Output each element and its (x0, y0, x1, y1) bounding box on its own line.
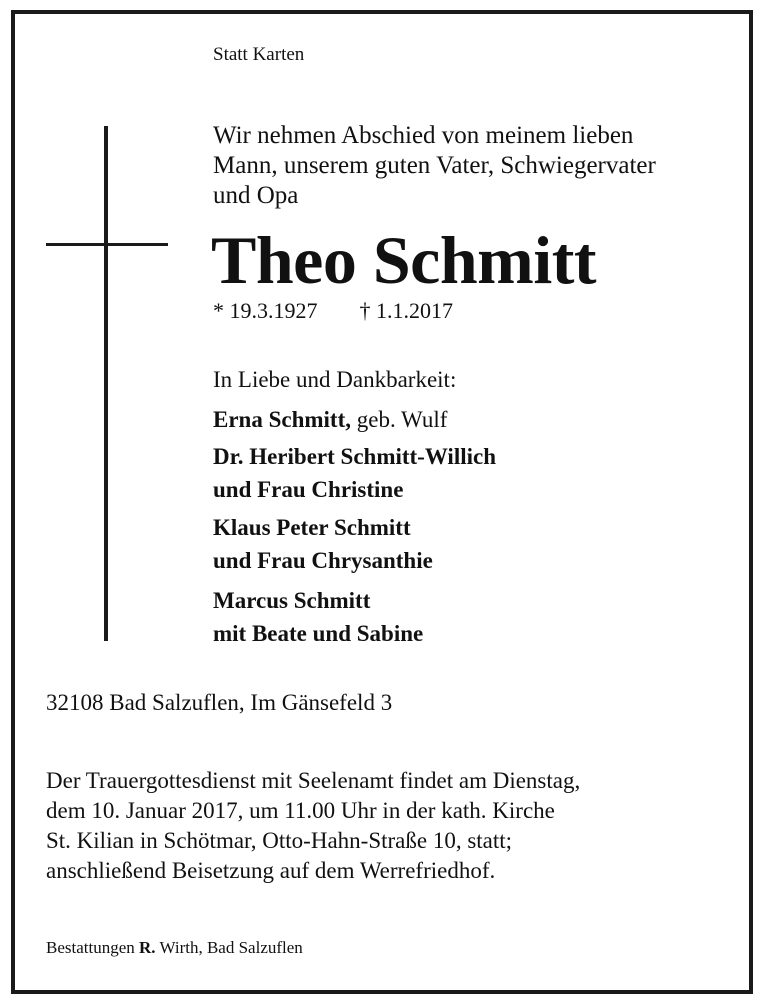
mourner-line: Dr. Heribert Schmitt-Willich (213, 444, 496, 469)
service-line: St. Kilian in Schötmar, Otto-Hahn-Straße 10, statt; (46, 828, 513, 853)
mourner-line: Marcus Schmitt (213, 588, 371, 613)
mourner-name: Erna Schmitt, (213, 407, 351, 432)
mourner-son-1 (213, 440, 496, 506)
service-line: anschließend Beisetzung auf dem Werrefriedhof. (46, 858, 496, 883)
mourner-line: und Frau Chrysanthie (213, 548, 433, 573)
intro-line: Wir nehmen Abschied von meinem lieben (213, 122, 634, 149)
intro-line: und Opa (213, 182, 299, 209)
birth-date: * 19.3.1927 (213, 298, 318, 323)
intro-line: Mann, unserem guten Vater, Schwiegervater (213, 152, 656, 179)
service-details (46, 766, 580, 886)
mourner-line: und Frau Christine (213, 477, 404, 502)
mourner-line: mit Beate und Sabine (213, 621, 424, 646)
service-line: dem 10. Januar 2017, um 11.00 Uhr in der kath. Kirche (46, 798, 555, 823)
death-date: † 1.1.2017 (359, 298, 453, 323)
cross-horizontal-bar (46, 243, 168, 246)
cross-vertical-bar (104, 126, 108, 641)
deceased-name: Theo Schmitt (211, 222, 596, 298)
mourner-son-3 (213, 584, 423, 650)
header-text: Statt Karten (213, 44, 305, 65)
mourner-maiden-name: geb. Wulf (351, 407, 448, 432)
mourner-line: Klaus Peter Schmitt (213, 515, 411, 540)
life-dates (213, 298, 453, 324)
funeral-home-credit: Bestattungen R. Wirth, Bad Salzuflen (46, 938, 303, 957)
intro-text (213, 121, 656, 211)
service-line: Der Trauergottesdienst mit Seelenamt findet am Dienstag, (46, 768, 581, 793)
mourner-son-2 (213, 511, 433, 577)
mourners-intro: In Liebe und Dankbarkeit: (213, 367, 457, 392)
family-address: 32108 Bad Salzuflen, Im Gänsefeld 3 (46, 690, 393, 715)
mourner-widow (213, 403, 447, 436)
